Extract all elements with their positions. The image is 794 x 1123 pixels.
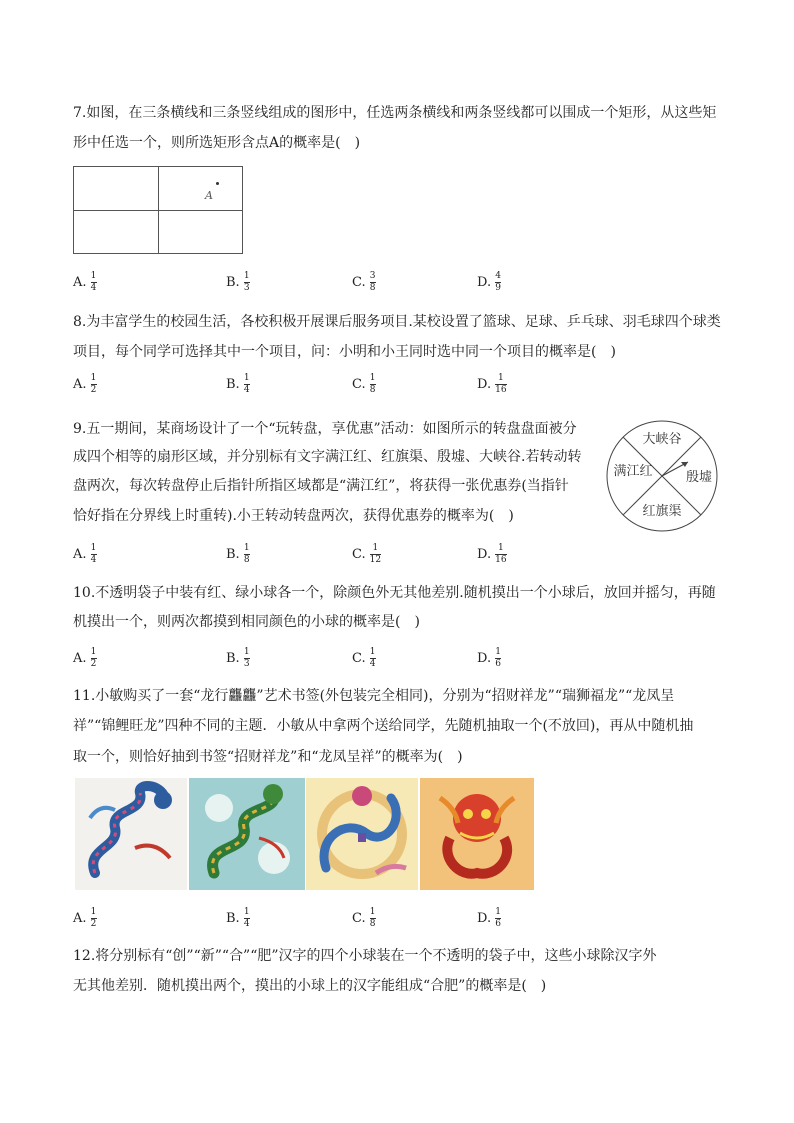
option-letter: C.	[352, 547, 366, 562]
numerator: 1	[497, 373, 504, 383]
fraction	[495, 374, 506, 395]
q10-option-a[interactable]	[73, 648, 97, 669]
option-letter: C.	[352, 377, 366, 392]
q8-option-d[interactable]	[477, 374, 507, 395]
option-letter: D.	[477, 275, 492, 290]
q9-option-d[interactable]	[477, 544, 507, 565]
q9-text-line4: 恰好指在分界线上时重转).小王转动转盘两次，获得优惠券的概率为( )	[73, 508, 514, 524]
numerator: 3	[369, 271, 376, 281]
sector-label-daxiagu: 大峡谷	[642, 432, 682, 447]
fraction	[370, 544, 381, 565]
q10-text-line2: 机摸出一个，则两次都摸到相同颜色的小球的概率是( )	[73, 614, 420, 630]
q11-text-line2: 祥”“锦鲤旺龙”四种不同的主题．小敏从中拿两个送给同学，先随机抽取一个(不放回)，再从中随机抽	[73, 718, 694, 734]
denominator: 6	[495, 659, 501, 669]
denominator: 16	[495, 385, 507, 395]
denominator: 4	[243, 385, 250, 395]
denominator: 3	[243, 659, 250, 669]
option-letter: A.	[73, 547, 87, 562]
option-letter: A.	[73, 377, 87, 392]
fraction	[91, 648, 97, 669]
denominator: 12	[369, 555, 382, 565]
numerator: 1	[495, 907, 501, 917]
option-letter: A.	[73, 651, 87, 666]
fraction	[370, 908, 376, 929]
numerator: 1	[243, 543, 250, 553]
denominator: 2	[90, 659, 97, 669]
numerator: 1	[369, 647, 376, 657]
q7-option-b[interactable]	[226, 272, 250, 293]
q11-text-line3: 取一个，则恰好抽到书签“招财祥龙”和“龙凤呈祥”的概率为( )	[73, 749, 463, 765]
numerator: 1	[243, 647, 250, 657]
grid-horizontal-line	[74, 210, 242, 211]
q7-grid-figure	[73, 166, 243, 254]
q9-spinner-figure	[602, 420, 722, 532]
denominator: 2	[90, 385, 97, 395]
fraction	[370, 648, 376, 669]
fraction	[244, 648, 250, 669]
fraction	[91, 272, 97, 293]
denominator: 3	[243, 283, 250, 293]
numerator: 4	[495, 271, 501, 281]
option-letter: A.	[73, 911, 87, 926]
denominator: 8	[369, 919, 376, 929]
sector-label-yinxu: 殷墟	[685, 470, 713, 485]
numerator: 1	[369, 907, 376, 917]
fraction	[370, 272, 376, 293]
q10-option-b[interactable]	[226, 648, 250, 669]
q10-option-c[interactable]	[352, 648, 376, 669]
fraction	[495, 272, 501, 293]
q12-text-line2: 无其他差别．随机摸出两个，摸出的小球上的汉字能组成“合肥”的概率是( )	[73, 978, 547, 994]
numerator: 1	[243, 271, 250, 281]
q8-option-a[interactable]	[73, 374, 97, 395]
fraction	[244, 908, 250, 929]
q9-option-a[interactable]	[73, 544, 97, 565]
q10-text-line1: 10.不透明袋子中装有红、绿小球各一个，除颜色外无其他差别.随机摸出一个小球后，放回并摇匀，再随	[73, 585, 716, 601]
denominator: 8	[369, 385, 376, 395]
denominator: 16	[495, 555, 507, 565]
denominator: 8	[369, 283, 376, 293]
fraction	[91, 908, 97, 929]
option-letter: D.	[477, 377, 492, 392]
point-a-dot	[216, 182, 219, 185]
denominator: 8	[243, 555, 250, 565]
numerator: 1	[495, 647, 501, 657]
fraction	[495, 648, 501, 669]
denominator: 4	[90, 283, 97, 293]
numerator: 1	[90, 907, 97, 917]
q11-text-line1: 11.小敏购买了一套“龙行龘龘”艺术书签(外包装完全相同)，分别为“招财祥龙”“瑞狮福龙”“龙凤呈	[73, 688, 675, 704]
denominator: 2	[90, 919, 97, 929]
option-letter: B.	[226, 547, 240, 562]
q10-option-d[interactable]	[477, 648, 501, 669]
q11-option-c[interactable]	[352, 908, 376, 929]
denominator: 4	[90, 555, 97, 565]
bookmark-image-green-dragon	[189, 778, 305, 890]
sector-label-hongqiqu: 红旗渠	[642, 504, 682, 519]
fraction	[91, 544, 97, 565]
q11-option-b[interactable]	[226, 908, 250, 929]
numerator: 1	[243, 373, 250, 383]
bookmark-image-dragon-phoenix	[306, 778, 418, 890]
q8-text-line1: 8.为丰富学生的校园生活，各校积极开展课后服务项目.某校设置了篮球、足球、乒乓球、羽毛球四个球类	[73, 314, 721, 330]
fraction	[495, 544, 506, 565]
option-letter: D.	[477, 651, 492, 666]
option-letter: B.	[226, 275, 240, 290]
q9-option-b[interactable]	[226, 544, 250, 565]
q7-option-d[interactable]	[477, 272, 501, 293]
bookmark-image-red-dragon	[420, 778, 534, 890]
numerator: 1	[90, 271, 97, 281]
numerator: 1	[90, 543, 97, 553]
q11-option-a[interactable]	[73, 908, 97, 929]
q11-option-d[interactable]	[477, 908, 501, 929]
option-letter: C.	[352, 275, 366, 290]
q9-text-line3: 盘两次，每次转盘停止后指针所指区域都是“满江红”，将获得一张优惠券(当指针	[73, 478, 569, 494]
q7-option-a[interactable]	[73, 272, 97, 293]
denominator: 9	[495, 283, 501, 293]
denominator: 6	[495, 919, 501, 929]
fraction	[91, 374, 97, 395]
q8-text-line2: 项目，每个同学可选择其中一个项目，问：小明和小王同时选中同一个项目的概率是( )	[73, 344, 616, 360]
option-letter: A.	[73, 275, 87, 290]
q8-option-c[interactable]	[352, 374, 376, 395]
q9-text-line1: 9.五一期间，某商场设计了一个“玩转盘，享优惠”活动：如图所示的转盘盘面被分	[73, 421, 577, 437]
q7-option-c[interactable]	[352, 272, 376, 293]
denominator: 4	[369, 659, 376, 669]
option-letter: B.	[226, 911, 240, 926]
option-letter: D.	[477, 547, 492, 562]
q12-text-line1: 12.将分别标有“创”“新”“合”“肥”汉字的四个小球装在一个不透明的袋子中，这些小球除汉字外	[73, 948, 657, 964]
numerator: 1	[90, 647, 97, 657]
fraction	[244, 544, 250, 565]
bookmark-image-blue-dragon	[75, 778, 187, 890]
fraction	[244, 374, 250, 395]
fraction	[495, 908, 501, 929]
numerator: 1	[372, 543, 379, 553]
sector-label-manjianghong: 满江红	[613, 464, 653, 479]
q7-text-line2: 形中任选一个，则所选矩形含点A的概率是( )	[73, 135, 361, 151]
point-a-label: A	[205, 189, 213, 202]
q8-option-b[interactable]	[226, 374, 250, 395]
numerator: 1	[497, 543, 504, 553]
fraction	[244, 272, 250, 293]
numerator: 1	[243, 907, 250, 917]
q9-option-c[interactable]	[352, 544, 381, 565]
q9-text-line2: 成四个相等的扇形区域，并分别标有文字满江红、红旗渠、殷墟、大峡谷.若转动转	[73, 449, 582, 465]
numerator: 1	[369, 373, 376, 383]
option-letter: D.	[477, 911, 492, 926]
numerator: 1	[90, 373, 97, 383]
option-letter: B.	[226, 651, 240, 666]
denominator: 4	[243, 919, 250, 929]
option-letter: B.	[226, 377, 240, 392]
fraction	[370, 374, 376, 395]
option-letter: C.	[352, 911, 366, 926]
option-letter: C.	[352, 651, 366, 666]
q7-text-line1: 7.如图，在三条横线和三条竖线组成的图形中，任选两条横线和两条竖线都可以围成一个矩形，从这些矩	[73, 105, 717, 121]
